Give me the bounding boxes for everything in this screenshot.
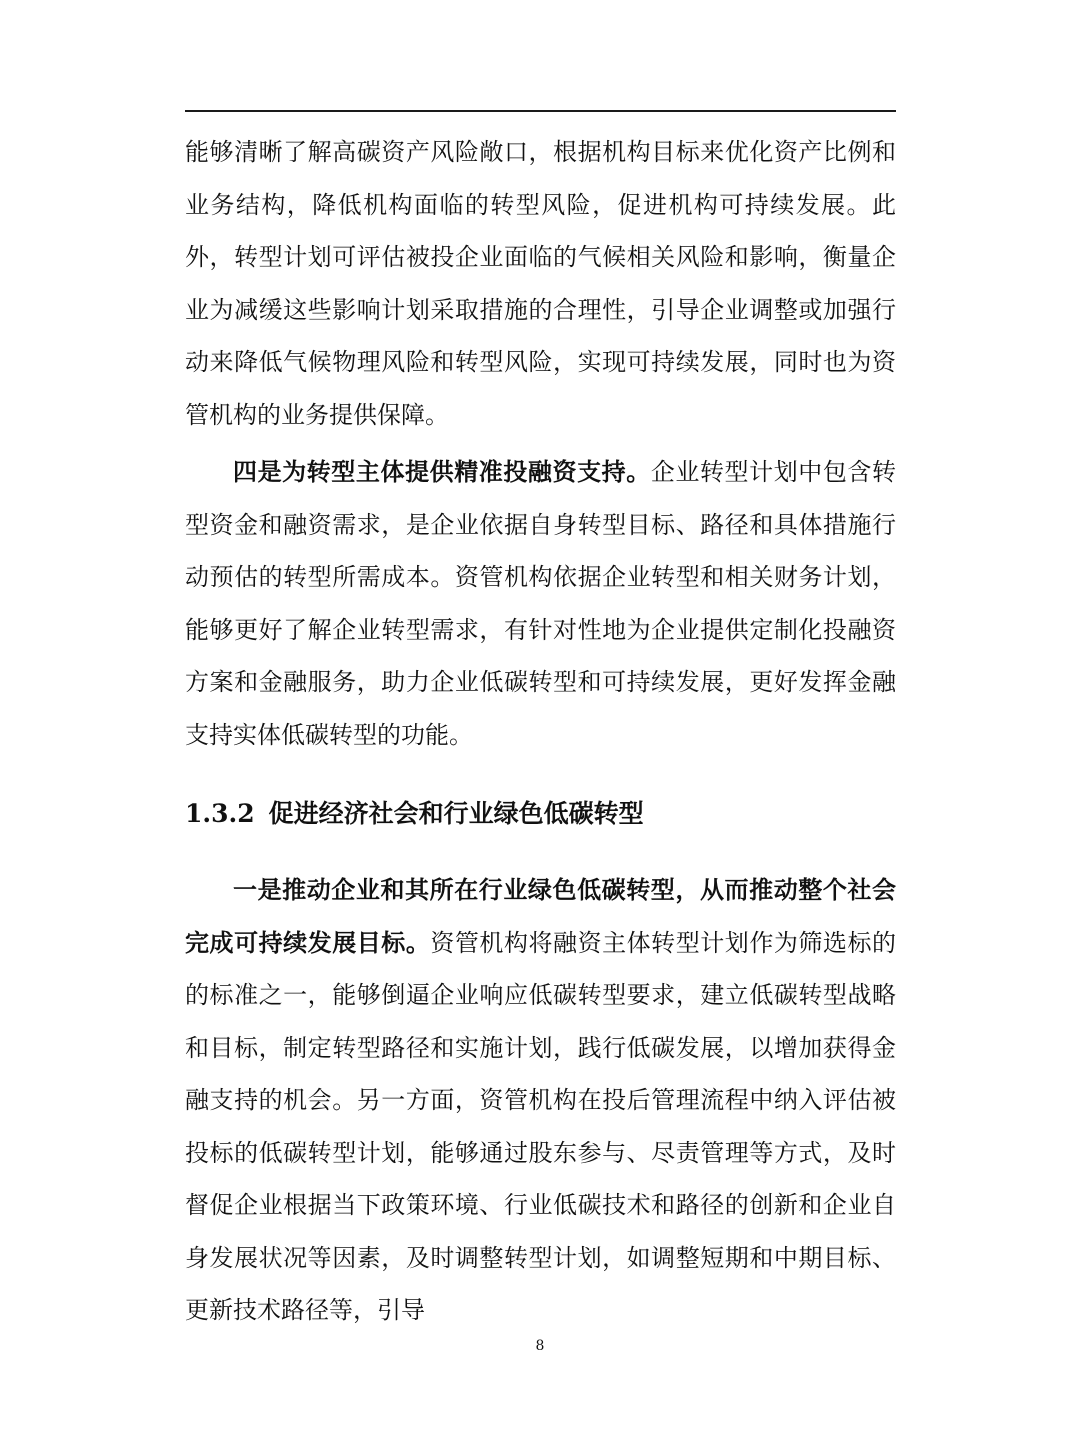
- section-heading: [185, 794, 896, 834]
- paragraph-asset-risk-continuation: 能够清晰了解高碳资产风险敞口，根据机构目标来优化资产比例和业务结构，降低机构面临的转型风险，促进机构可持续发展。此外，转型计划可评估被投企业面临的气候相关风险和影响，衡量企业为减缓这些影响计划采取措施的合理性，引导企业调整或加强行动来降低气候物理风险和转型风险，实现可持续发展，同时也为资管机构的业务提供保障。: [185, 138, 896, 429]
- section-title: 促进经济社会和行业绿色低碳转型: [268, 799, 644, 828]
- paragraph-lead-bold: 一是推动企业和其所在行业绿色低碳转型，从而推动整个社会完成可持续发展目标。: [185, 875, 896, 957]
- paragraph-industry-transition: [185, 864, 896, 1337]
- paragraph-body: 资管机构将融资主体转型计划作为筛选标的的标准之一，能够倒逼企业响应低碳转型要求，建立低碳转型战略和目标，制定转型路径和实施计划，践行低碳发展，以增加获得金融支持的机会。另一方面，资管机构在投后管理流程中纳入评估被投标的低碳转型计划，能够通过股东参与、尽责管理等方式，及时督促企业根据当下政策环境、行业低碳技术和路径的创新和企业自身发展状况等因素，及时调整转型计划，如调整短期和中期目标、更新技术路径等，引导: [185, 928, 897, 1324]
- paragraph-body: 企业转型计划中包含转型资金和融资需求，是企业依据自身转型目标、路径和具体措施行动预估的转型所需成本。资管机构依据企业转型和相关财务计划，能够更好了解企业转型需求，有针对性地为企业提供定制化投融资方案和金融服务，助力企业低碳转型和可持续发展，更好发挥金融支持实体低碳转型的功能。: [185, 458, 897, 749]
- header-rule: [185, 110, 896, 112]
- paragraph-financing-support: [185, 446, 896, 761]
- page-number: 8: [535, 1338, 545, 1354]
- section-number: 1.3.2: [185, 799, 255, 828]
- paragraph-lead-bold: 四是为转型主体提供精准投融资支持。: [233, 457, 651, 486]
